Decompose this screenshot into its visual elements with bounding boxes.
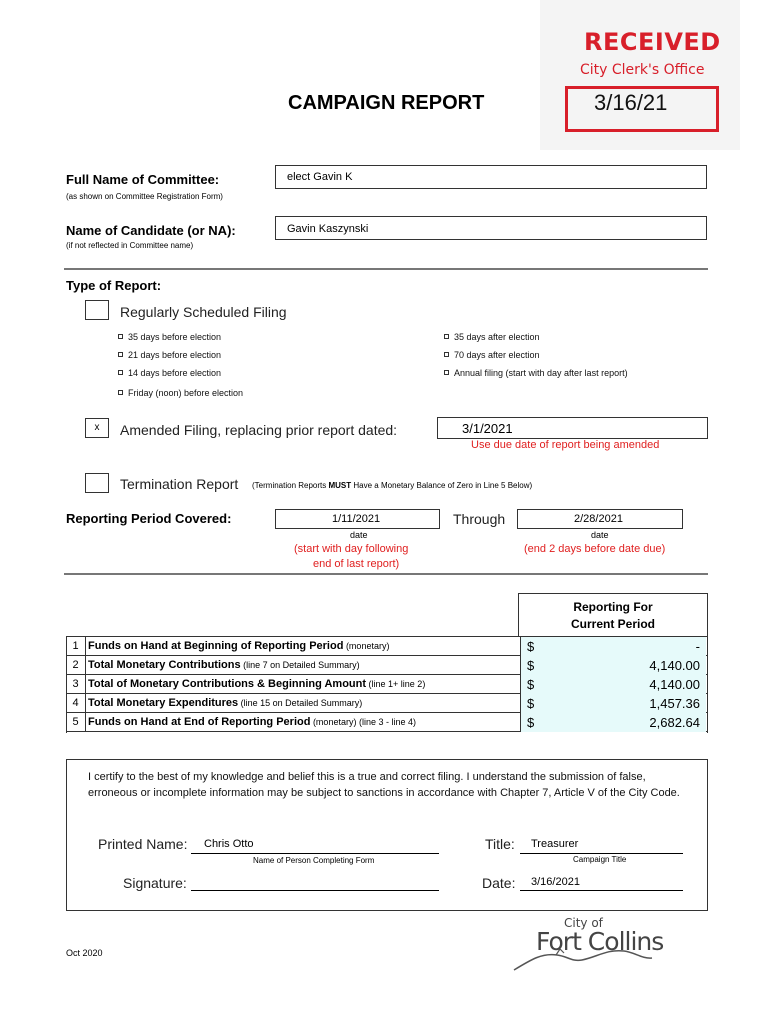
- row-description: [88, 694, 516, 713]
- termination-label: Termination Report: [120, 476, 239, 492]
- amended-date-note: Use due date of report being amended: [471, 439, 660, 451]
- row-number: 2: [66, 656, 86, 675]
- committee-name-value: elect Gavin K: [287, 171, 353, 183]
- option-14-before[interactable]: [118, 368, 221, 378]
- row-number: 5: [66, 713, 86, 732]
- printed-name-value: Chris Otto: [204, 838, 254, 850]
- checkbox-icon: [118, 334, 123, 339]
- committee-name-field[interactable]: [275, 165, 707, 189]
- row-label: Funds on Hand at Beginning of Reporting Period: [88, 640, 344, 652]
- section-divider: [64, 573, 708, 575]
- row-amount: 1,457.36: [649, 696, 700, 711]
- row-note: (monetary): [343, 641, 390, 651]
- period-end-field[interactable]: [517, 509, 683, 529]
- row-amount: 4,140.00: [649, 677, 700, 692]
- candidate-name-value: Gavin Kaszynski: [287, 223, 369, 235]
- row-note: (line 7 on Detailed Summary): [240, 660, 360, 670]
- row-number: 3: [66, 675, 86, 694]
- period-end-value: 2/28/2021: [574, 513, 623, 525]
- dollar-sign: $: [527, 639, 535, 654]
- logo-city-of: City of: [564, 916, 603, 930]
- date-value: 3/16/2021: [531, 876, 580, 888]
- checkbox-icon: [118, 370, 123, 375]
- row-description: [88, 713, 516, 732]
- dollar-sign: $: [527, 696, 535, 711]
- option-label: Friday (noon) before election: [128, 388, 244, 398]
- period-end-caption: date: [591, 530, 609, 540]
- committee-sublabel: (as shown on Committee Registration Form): [66, 192, 223, 201]
- period-label: Reporting Period Covered:: [66, 511, 232, 526]
- candidate-name-field[interactable]: [275, 216, 707, 240]
- certification-text: I certify to the best of my knowledge and belief this is a true and correct filing. I understand the submission of false, erroneous or incomplete information may be subject to sanctions in accordance with Chapter 7, Article V of the City Code.: [88, 771, 680, 799]
- title-field[interactable]: [520, 835, 683, 854]
- dollar-sign: $: [527, 715, 535, 730]
- dollar-sign: $: [527, 658, 535, 673]
- row-label: Funds on Hand at End of Reporting Period: [88, 716, 311, 728]
- option-label: Annual filing (start with day after last report): [454, 368, 628, 378]
- signature-field[interactable]: [191, 873, 439, 891]
- period-start-note-1: (start with day following: [294, 543, 409, 555]
- row-amount-cell: [520, 675, 706, 694]
- summary-header-line1: Reporting For: [573, 600, 653, 614]
- table-row: [66, 637, 708, 656]
- period-start-note-2: end of last report): [313, 558, 400, 570]
- date-field[interactable]: [520, 873, 683, 891]
- row-description: [88, 637, 516, 656]
- termination-note-post: Have a Monetary Balance of Zero in Line 5 Below): [351, 481, 533, 490]
- option-label: 14 days before election: [128, 368, 222, 378]
- candidate-label: Name of Candidate (or NA):: [66, 223, 236, 238]
- termination-checkbox[interactable]: [85, 473, 109, 493]
- dollar-sign: $: [527, 677, 535, 692]
- fort-collins-logo: [512, 915, 702, 975]
- checkbox-icon: [118, 390, 123, 395]
- termination-note: [252, 481, 532, 490]
- printed-name-caption: Name of Person Completing Form: [253, 856, 375, 865]
- regular-filing-checkbox[interactable]: [85, 300, 109, 320]
- checkbox-icon: [444, 352, 449, 357]
- option-35-after[interactable]: [444, 332, 540, 342]
- section-divider: [64, 268, 708, 270]
- termination-note-pre: (Termination Reports: [252, 481, 329, 490]
- table-row: [66, 675, 708, 694]
- amended-filing-label: Amended Filing, replacing prior report dated:: [120, 422, 398, 438]
- period-start-caption: date: [350, 530, 368, 540]
- row-label: Total Monetary Expenditures: [88, 697, 239, 709]
- stamp-office-text: City Clerk's Office: [580, 62, 705, 78]
- row-label: Total of Monetary Contributions & Beginning Amount: [88, 678, 367, 690]
- period-start-field[interactable]: [275, 509, 440, 529]
- row-note: (monetary) (line 3 - line 4): [310, 717, 416, 727]
- table-row: [66, 694, 708, 713]
- row-number: 1: [66, 637, 86, 656]
- page-title: CAMPAIGN REPORT: [288, 92, 485, 114]
- option-label: 35 days before election: [128, 332, 222, 342]
- committee-label: Full Name of Committee:: [66, 172, 220, 187]
- title-value: Treasurer: [531, 838, 579, 850]
- stamp-date: 3/16/21: [594, 90, 668, 115]
- option-friday-before[interactable]: [118, 388, 243, 398]
- printed-name-field[interactable]: [191, 835, 439, 854]
- checkbox-icon: [444, 370, 449, 375]
- table-row: [66, 656, 708, 675]
- checkbox-icon: [444, 334, 449, 339]
- option-annual[interactable]: [444, 368, 628, 378]
- option-70-after[interactable]: [444, 350, 540, 360]
- period-end-note: (end 2 days before date due): [524, 543, 666, 555]
- form-revision: Oct 2020: [66, 948, 103, 958]
- stamp-received-text: RECEIVED: [584, 28, 721, 56]
- row-note: (line 1+ line 2): [366, 679, 426, 689]
- candidate-sublabel: (if not reflected in Committee name): [66, 241, 194, 250]
- row-label: Total Monetary Contributions: [88, 659, 241, 671]
- row-number: 4: [66, 694, 86, 713]
- amended-filing-checkbox[interactable]: x: [85, 418, 109, 438]
- row-description: [88, 656, 516, 675]
- option-label: 70 days after election: [454, 350, 540, 360]
- row-amount: 4,140.00: [649, 658, 700, 673]
- summary-header-line2: Current Period: [570, 617, 655, 631]
- checkbox-icon: [118, 352, 123, 357]
- received-stamp: [540, 0, 740, 150]
- summary-header: [518, 593, 708, 636]
- row-amount: -: [695, 639, 700, 654]
- regular-filing-label: Regularly Scheduled Filing: [120, 304, 287, 320]
- row-amount-cell: [520, 637, 706, 656]
- row-amount-cell: [520, 713, 706, 732]
- option-21-before[interactable]: [118, 350, 221, 360]
- amended-date-field[interactable]: [437, 417, 708, 439]
- termination-note-bold: MUST: [328, 481, 352, 490]
- signature-label: Signature:: [123, 875, 187, 891]
- title-caption: Campaign Title: [573, 855, 627, 864]
- report-type-heading: Type of Report:: [66, 278, 162, 293]
- option-35-before[interactable]: [118, 332, 221, 342]
- row-amount-cell: [520, 656, 706, 675]
- option-label: 21 days before election: [128, 350, 222, 360]
- row-amount: 2,682.64: [649, 715, 700, 730]
- row-amount-cell: [520, 694, 706, 713]
- date-label: Date:: [482, 875, 516, 891]
- printed-name-label: Printed Name:: [98, 836, 188, 852]
- period-start-value: 1/11/2021: [332, 513, 381, 525]
- row-note: (line 15 on Detailed Summary): [238, 698, 363, 708]
- title-label: Title:: [485, 836, 515, 852]
- amended-date-value: 3/1/2021: [462, 421, 513, 436]
- row-description: [88, 675, 516, 694]
- option-label: 35 days after election: [454, 332, 540, 342]
- table-row: [66, 713, 708, 732]
- logo-fort-collins: Fort Collins: [536, 927, 664, 956]
- period-through-label: Through: [453, 511, 506, 527]
